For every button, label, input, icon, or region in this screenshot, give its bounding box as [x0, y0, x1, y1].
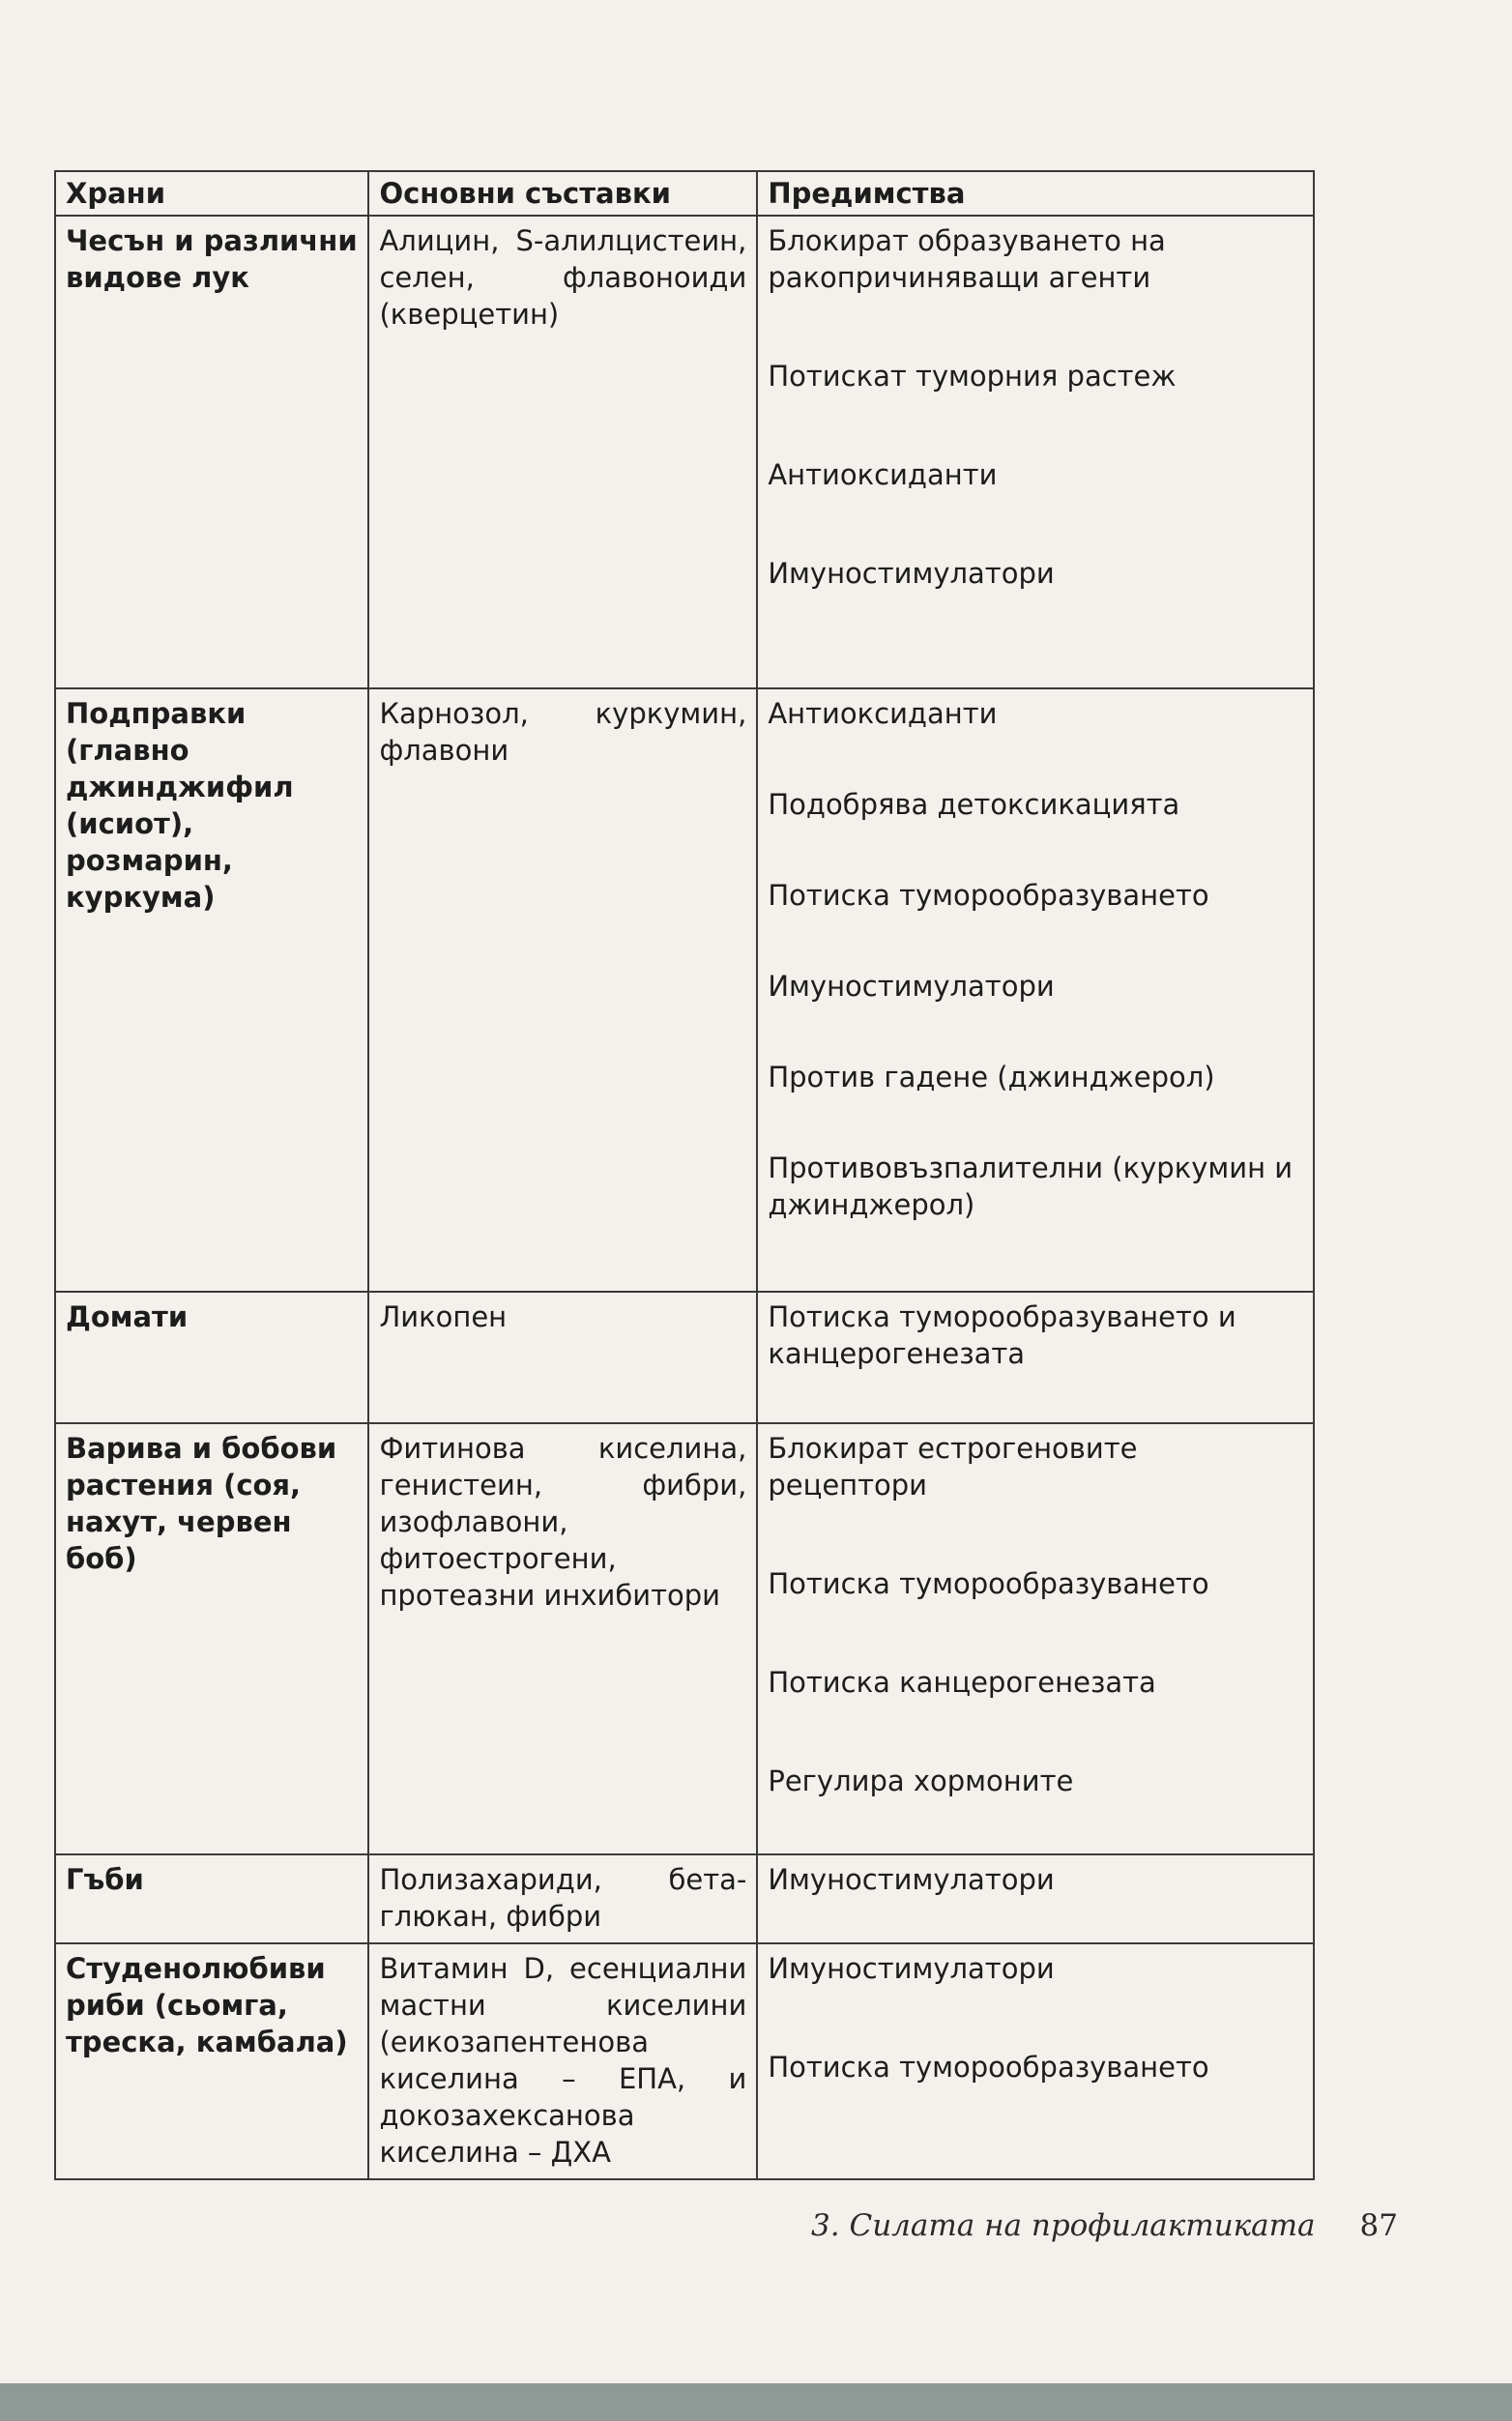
components-cell: Карнозол, куркумин, флавони	[368, 688, 757, 1292]
benefit-item: Потиска туморообразуването и канцерогенезата	[768, 1300, 1236, 1370]
benefit-item: Блокират образуването на ракопричиняващи агенти	[768, 224, 1166, 294]
benefit-item: Регулира хормоните	[768, 1765, 1074, 1797]
chapter-title: 3. Силата на профилактиката	[811, 2208, 1316, 2243]
page-footer	[811, 2208, 1398, 2243]
table-row	[55, 1943, 1314, 2179]
table-row	[55, 216, 1314, 688]
food-cell: Студенолюбиви риби (сьомга, треска, камбала)	[55, 1943, 368, 2179]
benefits-cell	[757, 688, 1314, 1292]
benefit-item: Блокират естрогеновите рецептори	[768, 1432, 1138, 1502]
benefit-item: Имуностимулатори	[768, 557, 1055, 590]
benefits-cell	[757, 1423, 1314, 1854]
header-foods: Храни	[55, 171, 368, 216]
benefit-item: Имуностимулатори	[768, 1863, 1055, 1896]
benefit-item: Имуностимулатори	[768, 1952, 1055, 1985]
food-cell: Гъби	[55, 1854, 368, 1943]
benefits-cell	[757, 1854, 1314, 1943]
table-row	[55, 1423, 1314, 1854]
components-cell: Ликопен	[368, 1292, 757, 1423]
benefit-item: Потиска туморообразуването	[768, 2051, 1209, 2084]
table-row	[55, 1854, 1314, 1943]
table-row	[55, 1292, 1314, 1423]
components-cell: Витамин D, есенциални мастни киселини (еикозапентенова киселина – ЕПА, и докозахексанова киселина – ДХА	[368, 1943, 757, 2179]
table-header-row	[55, 171, 1314, 216]
table-row	[55, 688, 1314, 1292]
benefit-item: Антиоксиданти	[768, 458, 998, 491]
benefit-item: Потиска туморообразуването	[768, 1567, 1209, 1600]
header-main-components: Основни съставки	[368, 171, 757, 216]
components-cell: Фитинова киселина, генистеин, фибри, изофлавони, фитоестрогени, протеазни инхибитори	[368, 1423, 757, 1854]
benefit-item: Потискат туморния растеж	[768, 360, 1177, 393]
food-cell: Подправки (главно джинджифил (исиот), розмарин, куркума)	[55, 688, 368, 1292]
benefit-item: Подобрява детоксикацията	[768, 788, 1180, 821]
components-cell: Алицин, S-алилцистеин, селен, флавоноиди (кверцетин)	[368, 216, 757, 688]
benefit-item: Антиоксиданти	[768, 697, 998, 730]
benefits-cell	[757, 1292, 1314, 1423]
page-number: 87	[1359, 2208, 1398, 2243]
header-benefits: Предимства	[757, 171, 1314, 216]
food-cell: Варива и бобови растения (соя, нахут, червен боб)	[55, 1423, 368, 1854]
benefit-item: Потиска туморообразуването	[768, 879, 1209, 912]
food-cell: Чесън и различни видове лук	[55, 216, 368, 688]
benefit-item: Против гадене (джинджерол)	[768, 1061, 1215, 1094]
food-components-table	[54, 170, 1315, 2180]
components-cell: Полизахариди, бета-глюкан, фибри	[368, 1854, 757, 1943]
benefit-item: Противовъзпалителни (куркумин и джинджерол)	[768, 1152, 1294, 1221]
benefit-item: Имуностимулатори	[768, 970, 1055, 1003]
benefits-cell	[757, 1943, 1314, 2179]
food-cell: Домати	[55, 1292, 368, 1423]
benefits-cell	[757, 216, 1314, 688]
benefit-item: Потиска канцерогенезата	[768, 1666, 1156, 1699]
scan-background-strip	[0, 2383, 1512, 2421]
